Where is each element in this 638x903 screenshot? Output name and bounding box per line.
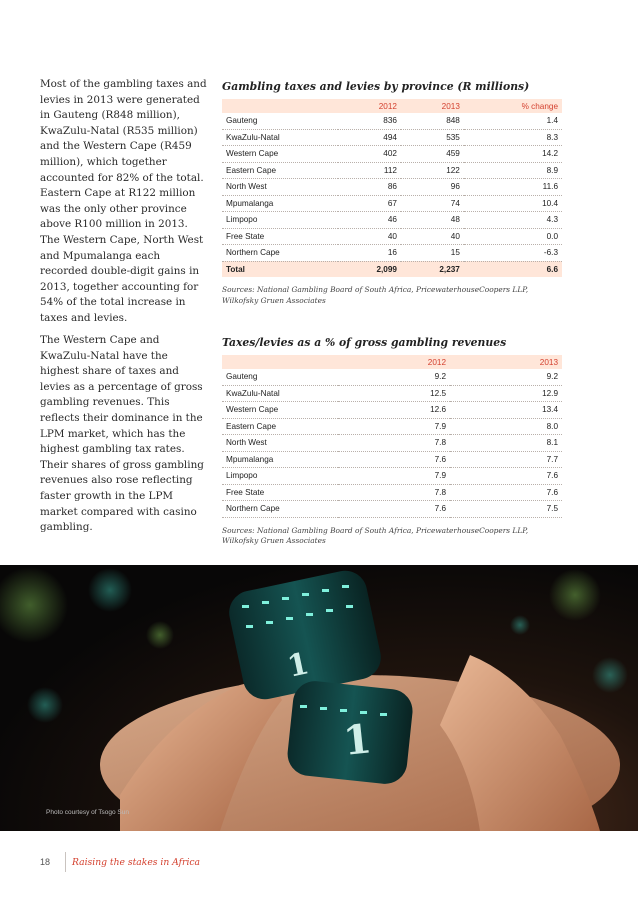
value-cell: 1.4 (464, 113, 562, 129)
province-cell: Northern Cape (222, 501, 338, 518)
section2-text (40, 333, 210, 536)
header-cell: 2012 (338, 355, 450, 369)
province-cell: Free State (222, 484, 338, 501)
value-cell: 15 (401, 245, 464, 262)
value-cell: 67 (338, 195, 401, 212)
table-row (222, 484, 562, 501)
value-cell: 7.6 (450, 484, 562, 501)
table-row (222, 418, 562, 435)
value-cell: 40 (401, 228, 464, 245)
casino-chips-photo (0, 565, 638, 831)
value-cell: 7.8 (338, 484, 450, 501)
total-value: 6.6 (464, 261, 562, 277)
page-number: 18 (40, 857, 51, 867)
value-cell: 402 (338, 146, 401, 163)
table1-title: Gambling taxes and levies by province (R millions) (222, 80, 530, 93)
province-cell: Western Cape (222, 146, 338, 163)
value-cell: 16 (338, 245, 401, 262)
value-cell: 7.6 (338, 451, 450, 468)
value-cell: 7.9 (338, 468, 450, 485)
table1-sources: Sources: National Gambling Board of South Africa, PricewaterhouseCoopers LLP, Wilkofsky Gruen Associates (222, 285, 529, 305)
province-cell: Limpopo (222, 468, 338, 485)
table1-block (222, 80, 562, 306)
table-row (222, 162, 562, 179)
table-row (222, 402, 562, 419)
province-cell: Mpumalanga (222, 451, 338, 468)
footer-divider (65, 852, 66, 872)
value-cell: 8.0 (450, 418, 562, 435)
value-cell: 9.2 (338, 369, 450, 385)
province-cell: Western Cape (222, 402, 338, 419)
province-cell: Northern Cape (222, 245, 338, 262)
value-cell: 122 (401, 162, 464, 179)
value-cell: 112 (338, 162, 401, 179)
value-cell: 848 (401, 113, 464, 129)
header-cell: 2013 (401, 99, 464, 113)
header-cell: 2013 (450, 355, 562, 369)
value-cell: 7.5 (450, 501, 562, 518)
table-row (222, 212, 562, 229)
value-cell: 46 (338, 212, 401, 229)
value-cell: 0.0 (464, 228, 562, 245)
value-cell: 8.3 (464, 129, 562, 146)
table-row (222, 129, 562, 146)
value-cell: 40 (338, 228, 401, 245)
province-cell: KwaZulu-Natal (222, 129, 338, 146)
photo-illustration (0, 565, 638, 831)
table-row (222, 245, 562, 262)
total-value: 2,099 (338, 261, 401, 277)
table-row (222, 468, 562, 485)
value-cell: 9.2 (450, 369, 562, 385)
province-cell: Free State (222, 228, 338, 245)
table-row (222, 146, 562, 163)
table-row (222, 435, 562, 452)
value-cell: 4.3 (464, 212, 562, 229)
province-cell: North West (222, 435, 338, 452)
table-row (222, 179, 562, 196)
value-cell: 7.8 (338, 435, 450, 452)
province-cell: Eastern Cape (222, 418, 338, 435)
taxes-by-province-table (222, 99, 562, 277)
total-label: Total (222, 261, 338, 277)
header-cell (222, 355, 338, 369)
value-cell: 836 (338, 113, 401, 129)
table-row (222, 369, 562, 385)
table-row (222, 228, 562, 245)
table2-sources: Sources: National Gambling Board of South Africa, PricewaterhouseCoopers LLP, Wilkofsky Gruen Associates (222, 525, 529, 545)
value-cell: 86 (338, 179, 401, 196)
province-cell: Gauteng (222, 369, 338, 385)
value-cell: 10.4 (464, 195, 562, 212)
section2-paragraph: The Western Cape and KwaZulu-Natal have the highest share of taxes and levies as a percentage of gross gambling revenues. This reflects their dominance in the LPM market, which has the highest gambling tax rates. Their shares of gross gambling revenues also rose reflecting faster growth in the LPM market compared with casino gambling. (40, 334, 204, 534)
province-cell: North West (222, 179, 338, 196)
value-cell: 74 (401, 195, 464, 212)
value-cell: 7.6 (338, 501, 450, 518)
taxes-pct-revenue-table (222, 355, 562, 518)
table-row (222, 501, 562, 518)
table-header-row (222, 99, 562, 113)
value-cell: 8.9 (464, 162, 562, 179)
value-cell: 7.9 (338, 418, 450, 435)
table-row (222, 385, 562, 402)
table-header-row (222, 355, 562, 369)
section1-text (40, 77, 210, 327)
value-cell: 13.4 (450, 402, 562, 419)
value-cell: 12.9 (450, 385, 562, 402)
province-cell: Eastern Cape (222, 162, 338, 179)
svg-text:1: 1 (341, 715, 374, 765)
value-cell: 11.6 (464, 179, 562, 196)
value-cell: 7.6 (450, 468, 562, 485)
value-cell: 14.2 (464, 146, 562, 163)
table-row (222, 451, 562, 468)
province-cell: KwaZulu-Natal (222, 385, 338, 402)
value-cell: 8.1 (450, 435, 562, 452)
table-row (222, 113, 562, 129)
header-cell (222, 99, 338, 113)
value-cell: 494 (338, 129, 401, 146)
header-cell: % change (464, 99, 562, 113)
province-cell: Mpumalanga (222, 195, 338, 212)
table-row (222, 195, 562, 212)
photo-caption: Photo courtesy of Tsogo Sun (46, 809, 129, 816)
value-cell: 96 (401, 179, 464, 196)
value-cell: 12.5 (338, 385, 450, 402)
value-cell: 48 (401, 212, 464, 229)
header-cell: 2012 (338, 99, 401, 113)
table2-title: Taxes/levies as a % of gross gambling revenues (222, 336, 507, 349)
value-cell: 12.6 (338, 402, 450, 419)
value-cell: 459 (401, 146, 464, 163)
value-cell: 535 (401, 129, 464, 146)
value-cell: 7.7 (450, 451, 562, 468)
section1-paragraph: Most of the gambling taxes and levies in 2013 were generated in Gauteng (R848 million), KwaZulu-Natal (R535 million) and the Western Cape (R459 million), which together accounted for 82% of the total. Eastern Cape at R122 million was the only other province above R100 million in 2013. The Western Cape, North West and Mpumalanga each recorded double-digit gains in 2013, together accounting for 54% of the total increase in taxes and levies. (40, 78, 207, 324)
table2-block (222, 336, 562, 547)
total-row (222, 261, 562, 277)
total-value: 2,237 (401, 261, 464, 277)
province-cell: Limpopo (222, 212, 338, 229)
publication-title: Raising the stakes in Africa (72, 857, 201, 868)
province-cell: Gauteng (222, 113, 338, 129)
value-cell: -6.3 (464, 245, 562, 262)
svg-text:1: 1 (284, 646, 313, 685)
